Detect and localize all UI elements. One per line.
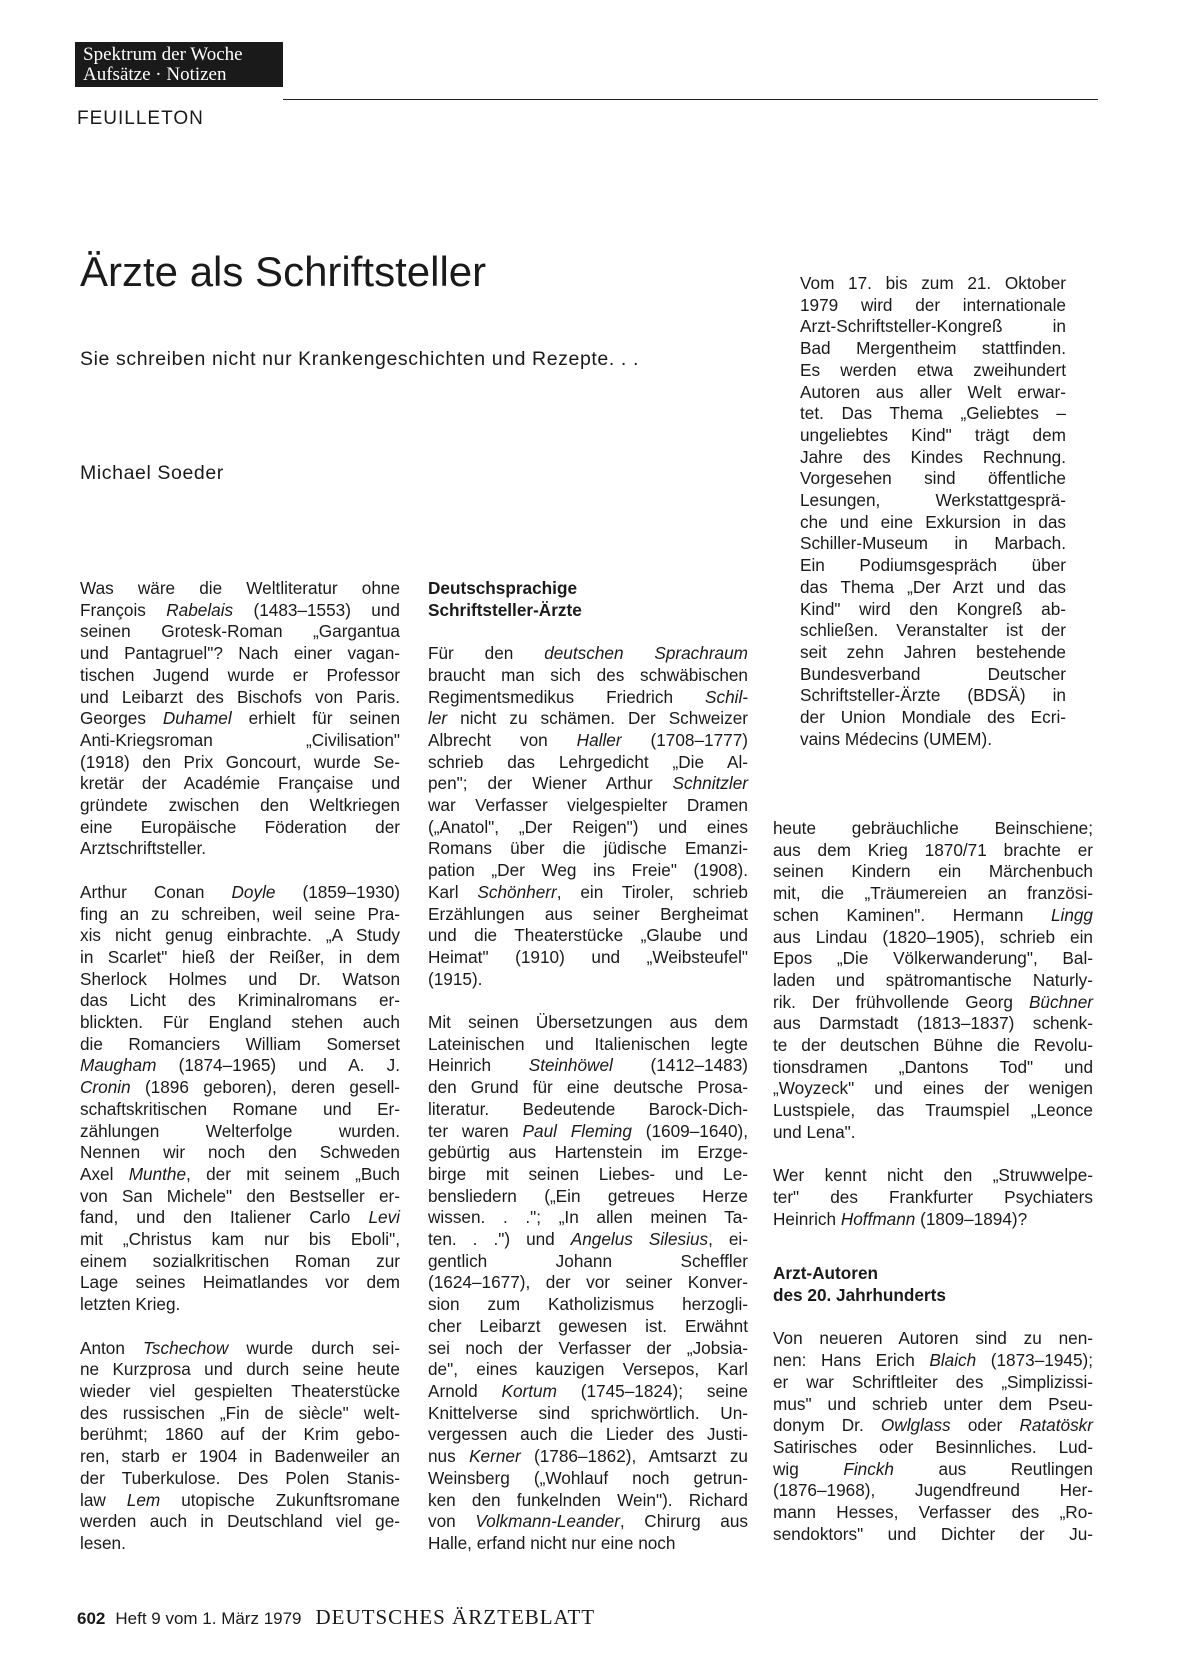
paragraph-line: und Lena". [773, 1121, 856, 1142]
paragraph-line: fing an zu schreiben, weil seine Pra- [80, 903, 400, 924]
info-paragraph-line: ungeliebtes Kind" trägt dem [800, 424, 1066, 445]
paragraph-line: donym Dr. Owlglass oder Ratatöskr [773, 1415, 1093, 1436]
paragraph-line: den Grund für eine deutsche Prosa- [428, 1077, 748, 1098]
paragraph-line: gentlich Johann Scheffler [428, 1250, 748, 1271]
section-heading [428, 578, 748, 621]
section-heading [773, 1263, 1093, 1306]
paragraph-line: birge mit seinen Liebes- und Le- [428, 1163, 748, 1184]
paragraph-line: von Volkmann-Leander, Chirurg aus [428, 1511, 748, 1532]
paragraph-line: in Scarlet" hieß der Reißer, in dem [80, 946, 400, 967]
info-paragraph-line: seit zehn Jahren bestehende [800, 641, 1066, 662]
paragraph-gap [428, 990, 748, 1012]
article-subtitle: Sie schreiben nicht nur Krankengeschichten und Rezepte. . . [80, 348, 639, 370]
paragraph-line: Anton Tschechow wurde durch sei- [80, 1337, 400, 1358]
paragraph-line: François Rabelais (1483–1553) und [80, 599, 400, 620]
paragraph-line: ter waren Paul Fleming (1609–1640), [428, 1120, 749, 1141]
paragraph-line: Von neueren Autoren sind zu nen- [773, 1328, 1093, 1349]
paragraph-line: fand, und den Italiener Carlo Levi [80, 1207, 400, 1228]
paragraph-gap [773, 1230, 1093, 1263]
journal-name: DEUTSCHES ÄRZTEBLATT [315, 1605, 596, 1629]
paragraph-line: nen: Hans Erich Blaich (1873–1945); [773, 1350, 1094, 1371]
paragraph-line: mit „Christus kam nur bis Eboli", [80, 1229, 400, 1250]
info-paragraph-line: vains Médecins (UMEM). [800, 728, 992, 749]
paragraph-line: Sherlock Holmes und Dr. Watson [80, 968, 400, 989]
paragraph-line: wieder viel gespielten Theaterstücke [80, 1380, 400, 1401]
paragraph-line: die Romanciers William Somerset [80, 1033, 400, 1054]
paragraph-line: ne Kurzprosa und durch seine heute [80, 1359, 400, 1380]
paragraph-line: aus Lindau (1820–1905), schrieb ein [773, 926, 1093, 947]
section-heading-line: Arzt-Autoren [773, 1263, 879, 1284]
paragraph-line: eine Europäische Föderation der [80, 816, 400, 837]
paragraph-line: Nennen wir noch den Schweden [80, 1142, 400, 1163]
paragraph-line: Lateinischen und Italienischen legte [428, 1033, 748, 1054]
paragraph-line: ler nicht zu schämen. Der Schweizer [428, 708, 748, 729]
paragraph-line: blickten. Für England stehen auch [80, 1012, 400, 1033]
paragraph-line: ter" des Frankfurter Psychiaters [773, 1186, 1093, 1207]
header-rule [283, 99, 1098, 100]
paragraph-line: der Tuberkulose. Des Polen Stanis- [80, 1467, 400, 1488]
info-paragraph-line: tet. Das Thema „Geliebtes – [800, 403, 1066, 424]
info-paragraph-line: Vorgesehen sind öffentliche [800, 468, 1066, 489]
paragraph-line: mit, die „Träumereien an französi- [773, 883, 1093, 904]
paragraph-gap [773, 1307, 1093, 1329]
paragraph-line: Maugham (1874–1965) und A. J. [80, 1055, 400, 1076]
paragraph-line: Lage seines Heimatlandes vor dem [80, 1272, 400, 1293]
paragraph-gap [428, 621, 748, 643]
header-line-2: Aufsätze · Notizen [83, 64, 227, 85]
paragraph-line: pation „Der Weg ins Freie" (1908). [428, 860, 748, 881]
paragraph-line: Knittelverse sind sprichwörtlich. Un- [428, 1402, 748, 1423]
paragraph-line: sendoktors" und Dichter der Ju- [773, 1523, 1093, 1544]
paragraph-line: das Licht des Kriminalromans er- [80, 990, 400, 1011]
paragraph-line: zählungen Welterfolge wurden. [80, 1120, 400, 1141]
paragraph-line: nus Kerner (1786–1862), Amtsarzt zu [428, 1446, 748, 1467]
paragraph-line: literatur. Bedeutende Barock-Dich- [428, 1098, 748, 1119]
section-heading-line: Schriftsteller-Ärzte [428, 599, 582, 620]
info-paragraph-line: der Union Mondiale des Ecri- [800, 707, 1066, 728]
text-column-3 [773, 818, 1093, 1545]
info-paragraph-line: 1979 wird der internationale [800, 294, 1066, 315]
paragraph-line: (1918) den Prix Goncourt, wurde Se- [80, 751, 400, 772]
paragraph-line: pen"; der Wiener Arthur Schnitzler [428, 773, 748, 794]
paragraph-line: sei noch der Verfasser der „Jobsia- [428, 1337, 748, 1358]
paragraph-line: laden und spätromantische Naturly- [773, 969, 1093, 990]
paragraph-line: Lustspiele, das Traumspiel „Leonce [773, 1100, 1093, 1121]
paragraph-line: Arnold Kortum (1745–1824); seine [428, 1380, 748, 1401]
paragraph-line: Arztschriftsteller. [80, 838, 207, 859]
paragraph-line: einem sozialkritischen Roman zur [80, 1250, 400, 1271]
info-paragraph-line: Schriftsteller-Ärzte (BDSÄ) in [800, 685, 1066, 706]
paragraph-line: ten. . .") und Angelus Silesius, ei- [428, 1229, 748, 1250]
info-paragraph-line: Vom 17. bis zum 21. Oktober [800, 273, 1066, 293]
info-paragraph-line: che und eine Exkursion in das [800, 511, 1066, 532]
page-number: 602 [77, 1609, 106, 1628]
paragraph-line: und die Theaterstücke „Glaube und [428, 925, 748, 946]
paragraph-line: war Verfasser vielgespielter Dramen [428, 795, 748, 816]
paragraph-line: lesen. [80, 1532, 126, 1553]
paragraph-line: aus dem Krieg 1870/71 brachte er [773, 839, 1093, 860]
paragraph-line: de", eines kauzigen Versepos, Karl [428, 1359, 748, 1380]
paragraph-line: heute gebräuchliche Beinschiene; [773, 818, 1093, 838]
info-paragraph [800, 273, 1066, 750]
page-footer [77, 1605, 595, 1630]
section-heading-line: des 20. Jahrhunderts [773, 1285, 946, 1306]
paragraph-gap [80, 860, 400, 882]
paragraph-line: Arthur Conan Doyle (1859–1930) [80, 881, 400, 902]
section-header-box [75, 42, 283, 87]
paragraph-line: ken den funkelnden Wein"). Richard [428, 1489, 748, 1510]
paragraph-line: von San Michele" den Bestseller er- [80, 1185, 400, 1206]
info-paragraph-line: Arzt-Schriftsteller-Kongreß in [800, 316, 1066, 337]
info-paragraph-line: das Thema „Der Arzt und das [800, 576, 1066, 597]
paragraph-line: Heimat" (1910) und „Weibsteufel" [428, 946, 748, 967]
paragraph-line: Halle, erfand nicht nur eine noch [428, 1532, 676, 1553]
paragraph-line: Heinrich Hoffmann (1809–1894)? [773, 1208, 1028, 1229]
paragraph-line: cher Leibarzt gewesen ist. Erwähnt [428, 1315, 748, 1336]
paragraph [428, 643, 748, 990]
info-paragraph-line: Autoren aus aller Welt erwar- [800, 381, 1066, 402]
paragraph-line: Wer kennt nicht den „Struwwelpe- [773, 1165, 1093, 1186]
text-column-1 [80, 578, 400, 1555]
paragraph [80, 578, 400, 860]
paragraph [773, 1165, 1093, 1230]
paragraph-line: schaftskritischen Romane und Er- [80, 1098, 400, 1119]
paragraph-line: schrieb das Lehrgedicht „Die Al- [428, 751, 748, 772]
paragraph-line: Heinrich Steinhöwel (1412–1483) [428, 1055, 748, 1076]
paragraph-line: gebürtig aus Hartenstein im Erzge- [428, 1142, 748, 1163]
paragraph-line: „Woyzeck" und eines der wenigen [773, 1078, 1093, 1099]
info-box-column [800, 273, 1066, 750]
paragraph-line: Albrecht von Haller (1708–1777) [428, 729, 748, 750]
paragraph-line: gründete zwischen den Weltkriegen [80, 795, 400, 816]
info-paragraph-line: Es werden etwa zweihundert [800, 359, 1066, 380]
paragraph-line: (1624–1677), der vor seiner Konver- [428, 1272, 748, 1293]
paragraph-line: und Pantagruel"? Nach einer vagan- [80, 643, 400, 664]
paragraph-line: letzten Krieg. [80, 1294, 181, 1315]
paragraph-gap [773, 1144, 1093, 1166]
paragraph-line: werden auch in Deutschland viel ge- [80, 1511, 400, 1532]
paragraph-line: Was wäre die Weltliteratur ohne [80, 578, 400, 598]
paragraph-line: und Leibarzt des Bischofs von Paris. [80, 686, 400, 707]
paragraph-line: Epos „Die Völkerwanderung", Bal- [773, 948, 1093, 969]
header-line-1: Spektrum der Woche [83, 44, 243, 65]
paragraph-line: aus Darmstadt (1813–1837) schenk- [773, 1013, 1093, 1034]
paragraph-gap [80, 1316, 400, 1338]
paragraph-line: Romans über die jüdische Emanzi- [428, 838, 748, 859]
paragraph [773, 1328, 1093, 1545]
paragraph-line: Weinsberg („Wohlauf noch getrun- [428, 1467, 748, 1488]
info-paragraph-line: Bundesverband Deutscher [800, 663, 1066, 684]
issue-info: Heft 9 vom 1. März 1979 [115, 1609, 302, 1628]
paragraph-line: tionsdramen „Dantons Tod" und [773, 1056, 1093, 1077]
paragraph-line: kretär der Académie Française und [80, 773, 400, 794]
paragraph-line: tischen Jugend wurde er Professor [80, 664, 400, 685]
paragraph-line: seinen Grotesk-Roman „Gargantua [80, 621, 400, 642]
article-author: Michael Soeder [80, 462, 224, 484]
paragraph-line: Regimentsmedikus Friedrich Schil- [428, 686, 748, 707]
paragraph-line: Satirisches oder Besinnliches. Lud- [773, 1436, 1093, 1457]
paragraph-line: Georges Duhamel erhielt für seinen [80, 708, 401, 729]
info-paragraph-line: Lesungen, Werkstattgesprä- [800, 490, 1066, 511]
paragraph [80, 882, 400, 1316]
info-paragraph-line: schließen. Veranstalter ist der [800, 620, 1066, 641]
paragraph-line: ren, starb er 1904 in Badenweiler an [80, 1446, 400, 1467]
paragraph-line: sion zum Katholizismus herzogli- [428, 1294, 748, 1315]
text-column-2 [428, 578, 748, 1555]
paragraph-line: mann Hesses, Verfasser des „Ro- [773, 1502, 1093, 1523]
paragraph-line: Für den deutschen Sprachraum [428, 643, 748, 664]
paragraph-line: wissen. . ."; „In allen meinen Ta- [428, 1207, 748, 1228]
paragraph-line: Erzählungen aus seiner Bergheimat [428, 903, 748, 924]
paragraph-line: mus" und schrieb unter dem Pseu- [773, 1393, 1093, 1414]
paragraph-line: schen Kaminen". Hermann Lingg [773, 904, 1093, 925]
section-heading-line: Deutschsprachige [428, 578, 578, 598]
info-paragraph-line: Schiller-Museum in Marbach. [800, 533, 1066, 554]
paragraph-line: seinen Kindern ein Märchenbuch [773, 861, 1093, 882]
info-paragraph-line: Jahre des Kindes Rechnung. [800, 446, 1066, 467]
paragraph-line: Cronin (1896 geboren), deren gesell- [80, 1077, 400, 1098]
paragraph-line: xis nicht genug einbrachte. „A Study [80, 925, 400, 946]
paragraph [773, 818, 1093, 1144]
paragraph [80, 1338, 400, 1555]
paragraph-line: te der deutschen Bühne die Revolu- [773, 1035, 1093, 1056]
paragraph-line: Mit seinen Übersetzungen aus dem [428, 1012, 748, 1033]
paragraph-line: (1915). [428, 968, 483, 989]
info-paragraph-line: Bad Mergentheim stattfinden. [800, 338, 1066, 359]
section-label: FEUILLETON [77, 108, 204, 129]
paragraph-line: Anti-Kriegsroman „Civilisation" [80, 729, 400, 750]
paragraph-line: („Anatol", „Der Reigen") und eines [428, 816, 748, 837]
paragraph-line: berühmt; 1860 auf der Krim gebo- [80, 1424, 400, 1445]
paragraph-line: Axel Munthe, der mit seinem „Buch [80, 1163, 400, 1184]
paragraph-line: vergessen auch die Lieder des Justi- [428, 1424, 748, 1445]
article-title: Ärzte als Schriftsteller [80, 248, 487, 295]
paragraph-line: braucht man sich des schwäbischen [428, 664, 748, 685]
paragraph [428, 1012, 748, 1555]
info-paragraph-line: Ein Podiumsgespräch über [800, 555, 1066, 576]
paragraph-line: rik. Der frühvollende Georg Büchner [773, 991, 1093, 1012]
paragraph-line: er war Schriftleiter des „Simplizissi- [773, 1371, 1093, 1392]
paragraph-line: law Lem utopische Zukunftsromane [80, 1489, 400, 1510]
paragraph-line: Karl Schönherr, ein Tiroler, schrieb [428, 881, 748, 902]
paragraph-line: bensliedern („Ein getreues Herze [428, 1185, 748, 1206]
paragraph-line: des russischen „Fin de siècle" welt- [80, 1402, 400, 1423]
info-paragraph-line: Kind" wird den Kongreß ab- [800, 598, 1066, 619]
paragraph-line: wig Finckh aus Reutlingen [773, 1458, 1093, 1479]
paragraph-line: (1876–1968), Jugendfreund Her- [773, 1480, 1093, 1501]
